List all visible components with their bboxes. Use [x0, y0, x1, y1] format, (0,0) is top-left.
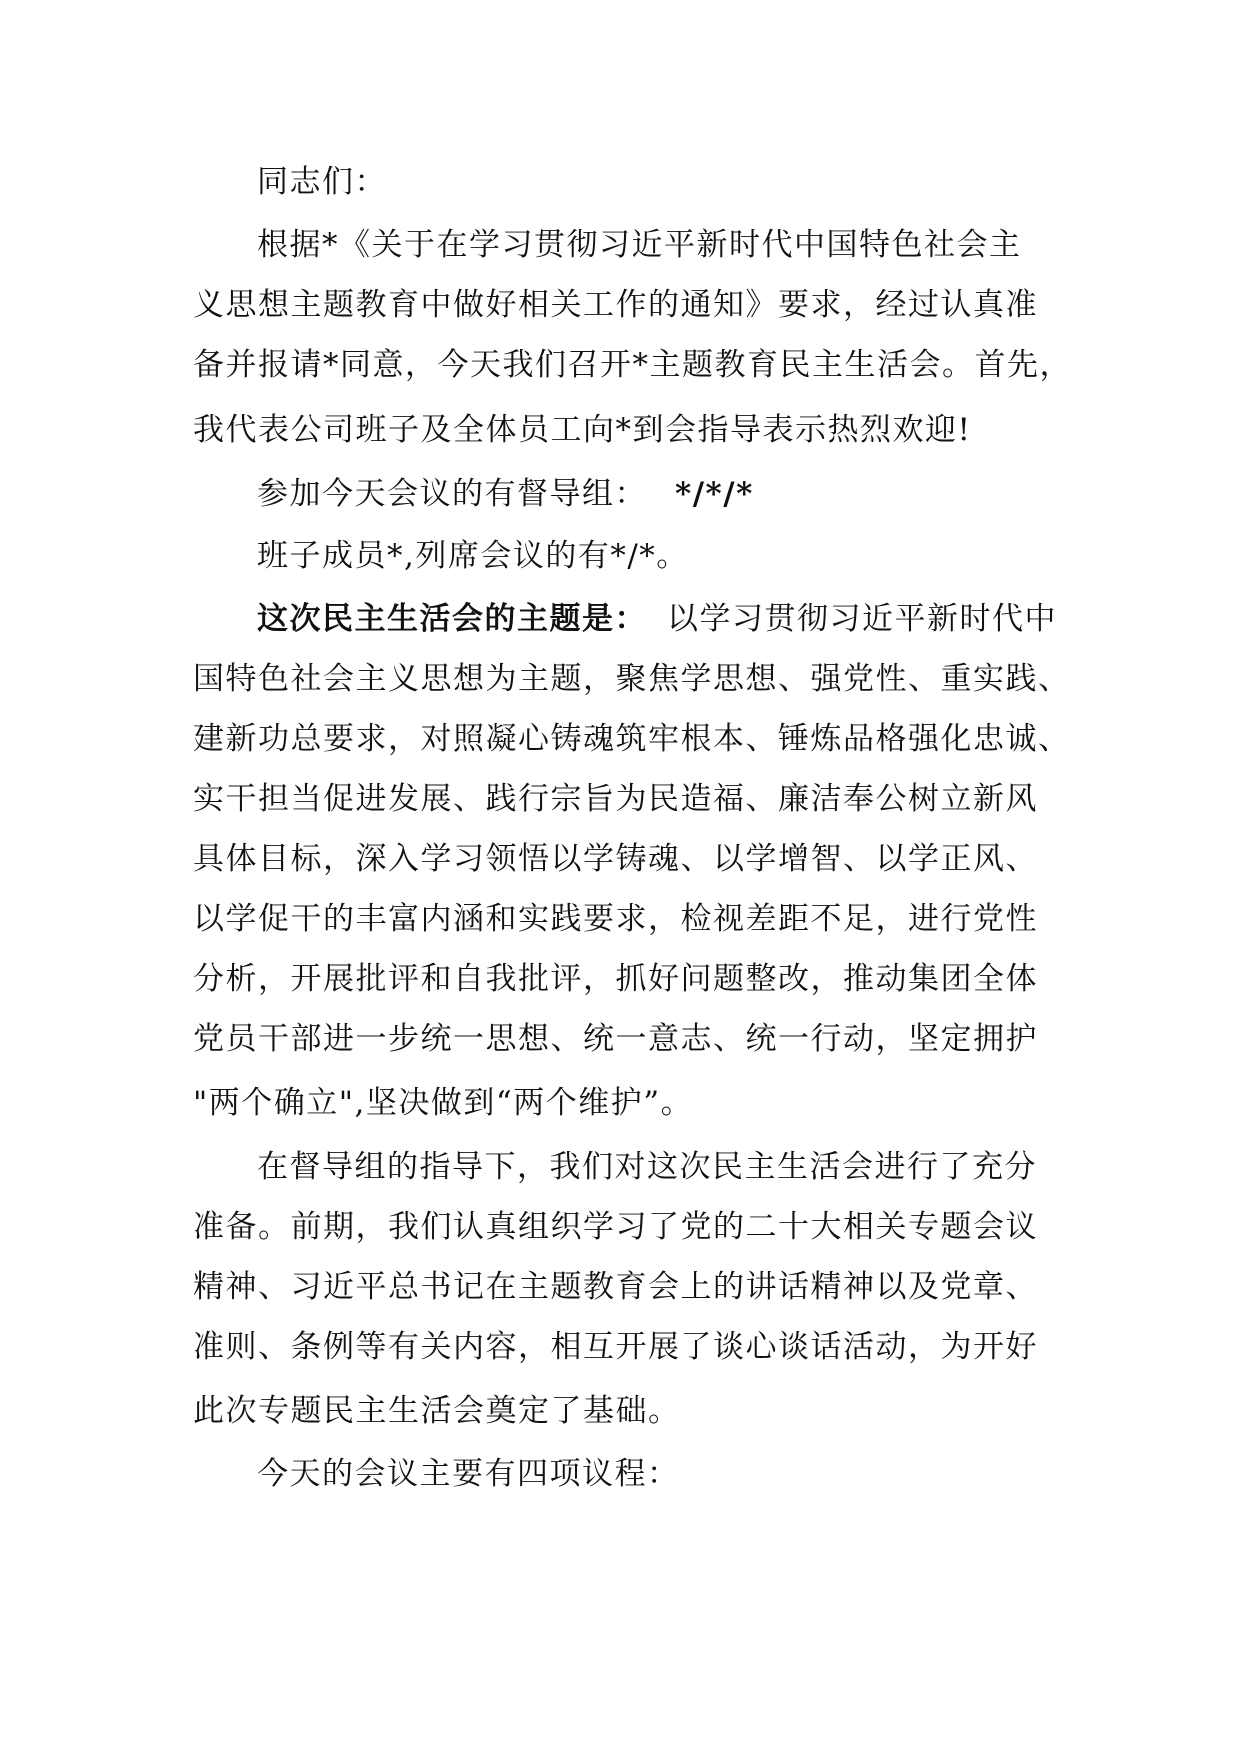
attendees-value: */*/* — [675, 476, 754, 512]
para1-line2: 义思想主题教育中做好相关工作的通知》要求，经过认真准 — [193, 287, 1038, 323]
attendees-line — [257, 472, 1057, 516]
theme-line7: 分析，开展批评和自我批评，抓好问题整改，推动集团全体 — [193, 961, 1038, 997]
para1-line3: 备并报请*同意，今天我们召开*主题教育民主生活会。首先， — [193, 347, 1072, 383]
theme-line2: 国特色社会主义思想为主题，聚焦学思想、强党性、重实践、 — [193, 661, 1071, 697]
theme-line5: 具体目标，深入学习领悟以学铸魂、以学增智、以学正风、 — [193, 841, 1038, 877]
prep-line3: 精神、习近平总书记在主题教育会上的讲话精神以及党章、 — [193, 1269, 1038, 1305]
theme-line8: 党员干部进一步统一思想、统一意志、统一行动，坚定拥护 — [193, 1021, 1038, 1057]
theme-text-start: 以学习贯彻习近平新时代中 — [667, 601, 1057, 637]
para1-line1: 根据*《关于在学习贯彻习近平新时代中国特色社会主 — [257, 227, 1022, 263]
prep-line4: 准则、条例等有关内容，相互开展了谈心谈话活动，为开好 — [193, 1329, 1038, 1365]
agenda-intro: 今天的会议主要有四项议程： — [257, 1456, 680, 1492]
members-line: 班子成员*,列席会议的有*/*。 — [257, 538, 689, 574]
theme-line1 — [257, 597, 1057, 641]
greeting: 同志们： — [257, 164, 387, 200]
prep-line5: 此次专题民主生活会奠定了基础。 — [193, 1393, 681, 1429]
theme-label: 这次民主生活会的主题是： — [257, 601, 647, 637]
theme-line6: 以学促干的丰富内涵和实践要求，检视差距不足，进行党性 — [193, 901, 1038, 937]
attendees-label: 参加今天会议的有督导组： — [257, 476, 647, 512]
prep-line2: 准备。前期，我们认真组织学习了党的二十大相关专题会议 — [193, 1209, 1038, 1245]
para1-line4: 我代表公司班子及全体员工向*到会指导表示热烈欢迎! — [193, 412, 972, 448]
prep-line1: 在督导组的指导下，我们对这次民主生活会进行了充分 — [257, 1149, 1037, 1185]
theme-line9: "两个确立",坚决做到“两个维护”。 — [193, 1085, 694, 1121]
theme-line4: 实干担当促进发展、践行宗旨为民造福、廉洁奉公树立新风 — [193, 781, 1038, 817]
theme-line3: 建新功总要求，对照凝心铸魂筑牢根本、锤炼品格强化忠诚、 — [193, 721, 1071, 757]
